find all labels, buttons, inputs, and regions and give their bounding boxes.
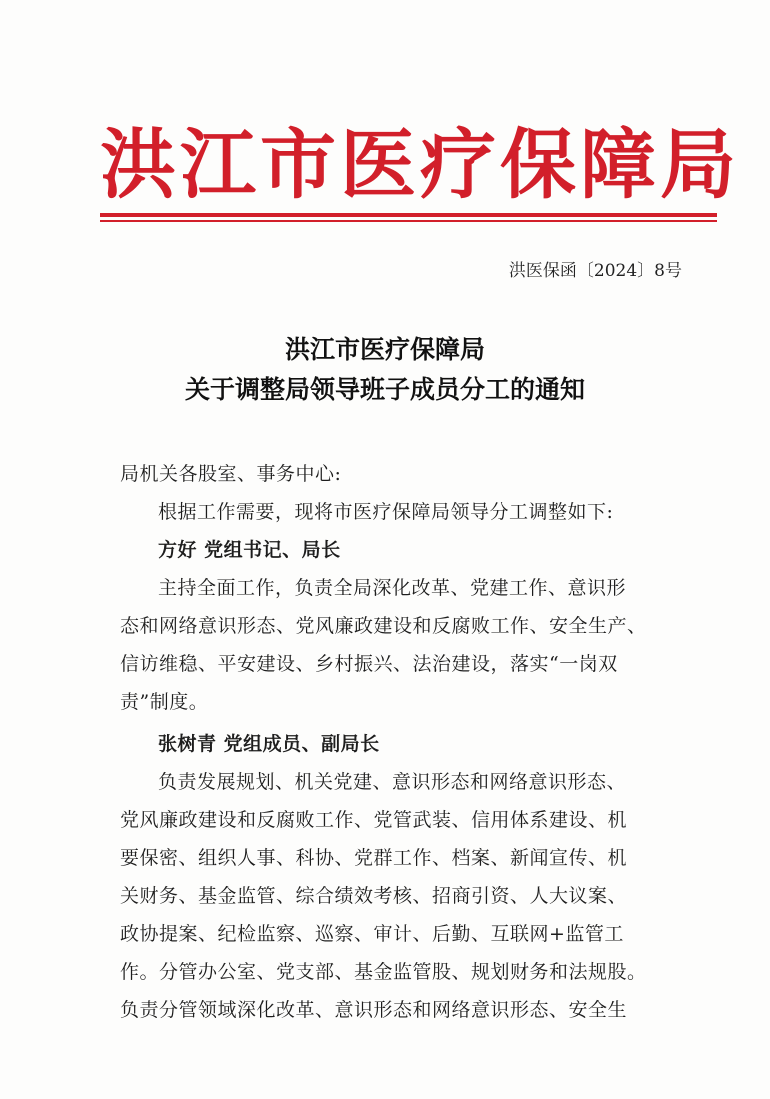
- leader-2-line: 负责发展规划、机关党建、意识形态和网络意识形态、: [158, 771, 627, 793]
- leader-2-line: 作。分管办公室、党支部、基金监管股、规划财务和法规股。: [120, 961, 647, 983]
- leader-2-line: 负责分管领域深化改革、意识形态和网络意识形态、安全生: [120, 999, 628, 1021]
- leader-2-heading: 张树青 党组成员、副局长: [158, 733, 380, 755]
- leader-2-line: 政协提案、纪检监察、巡察、审计、后勤、互联网+监管工: [120, 923, 624, 945]
- addressee: 局机关各股室、事务中心:: [120, 463, 342, 485]
- letterhead-rule-thick: [100, 213, 717, 217]
- letterhead-rule-thin: [100, 220, 717, 222]
- leader-1-heading: 方好 党组书记、局长: [158, 539, 341, 561]
- leader-2-line: 要保密、组织人事、科协、党群工作、档案、新闻宣传、机: [120, 847, 628, 869]
- document-title-line-2: 关于调整局领导班子成员分工的通知: [184, 375, 585, 404]
- leader-1-line: 主持全面工作，负责全局深化改革、党建工作、意识形: [158, 577, 627, 599]
- leader-2-line: 党风廉政建设和反腐败工作、党管武装、信用体系建设、机: [120, 809, 628, 831]
- leader-2-line: 关财务、基金监管、综合绩效考核、招商引资、人大议案、: [120, 885, 628, 907]
- leader-1-line: 态和网络意识形态、党风廉政建设和反腐败工作、安全生产、: [120, 615, 647, 637]
- document-number: 洪医保函〔2024〕8号: [508, 261, 682, 281]
- document-title-line-1: 洪江市医疗保障局: [284, 335, 485, 364]
- intro-paragraph: 根据工作需要，现将市医疗保障局领导分工调整如下:: [158, 501, 614, 523]
- leader-1-line: 责”制度。: [120, 691, 209, 713]
- agency-letterhead: 洪江市医疗保障局: [100, 120, 740, 209]
- leader-1-line: 信访维稳、平安建设、乡村振兴、法治建设，落实“一岗双: [120, 653, 618, 675]
